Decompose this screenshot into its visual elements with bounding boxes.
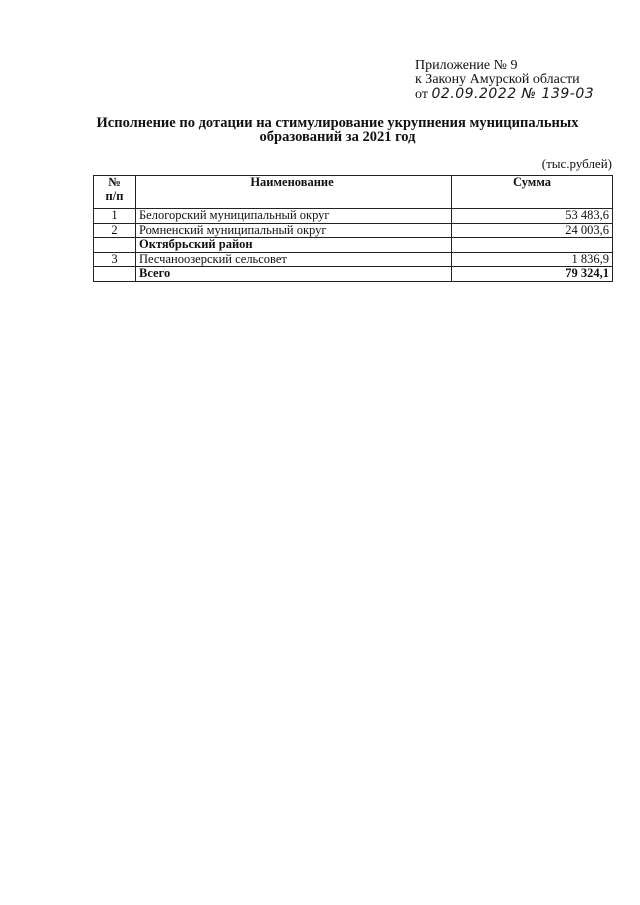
- appendix-number: Приложение № 9: [415, 58, 518, 73]
- row-sum: 24 003,6: [452, 223, 613, 238]
- row-number: 1: [94, 209, 136, 224]
- total-sum: 79 324,1: [452, 267, 613, 282]
- row-sum: 1 836,9: [452, 252, 613, 267]
- table-row: [94, 223, 613, 238]
- row-number: 2: [94, 223, 136, 238]
- header-sum: Сумма: [452, 176, 613, 209]
- table-row: [94, 252, 613, 267]
- header-number-abbr: п/п: [105, 188, 124, 203]
- table-total-row: [94, 267, 613, 282]
- header-number: [94, 176, 136, 209]
- header-number-symbol: №: [108, 175, 121, 189]
- row-number: [94, 238, 136, 253]
- table-header-row: [94, 176, 613, 209]
- document-title: [80, 116, 595, 144]
- row-name: Песчаноозерский сельсовет: [136, 252, 452, 267]
- row-sum: 53 483,6: [452, 209, 613, 224]
- title-line-1: Исполнение по дотации на стимулирование укрупнения муниципальных: [96, 115, 579, 131]
- row-name: Белогорский муниципальный округ: [136, 209, 452, 224]
- handwritten-date-number: 02.09.2022 № 139-03: [431, 86, 595, 102]
- row-sum: [452, 238, 613, 253]
- total-label: Всего: [136, 267, 452, 282]
- table-group-row: [94, 238, 613, 253]
- subsidy-table: [93, 175, 613, 282]
- total-number-cell: [94, 267, 136, 282]
- appendix-header: [415, 59, 594, 102]
- group-name: Октябрьский район: [136, 238, 452, 253]
- table-row: [94, 209, 613, 224]
- appendix-date-prefix: от: [415, 87, 428, 102]
- row-number: 3: [94, 252, 136, 267]
- title-line-2: образований за 2021 год: [259, 129, 416, 145]
- appendix-law-reference: к Закону Амурской области: [415, 72, 580, 87]
- row-name: Ромненский муниципальный округ: [136, 223, 452, 238]
- header-name: Наименование: [136, 176, 452, 209]
- appendix-date-line: [415, 87, 594, 102]
- units-label: (тыс.рублей): [541, 156, 612, 171]
